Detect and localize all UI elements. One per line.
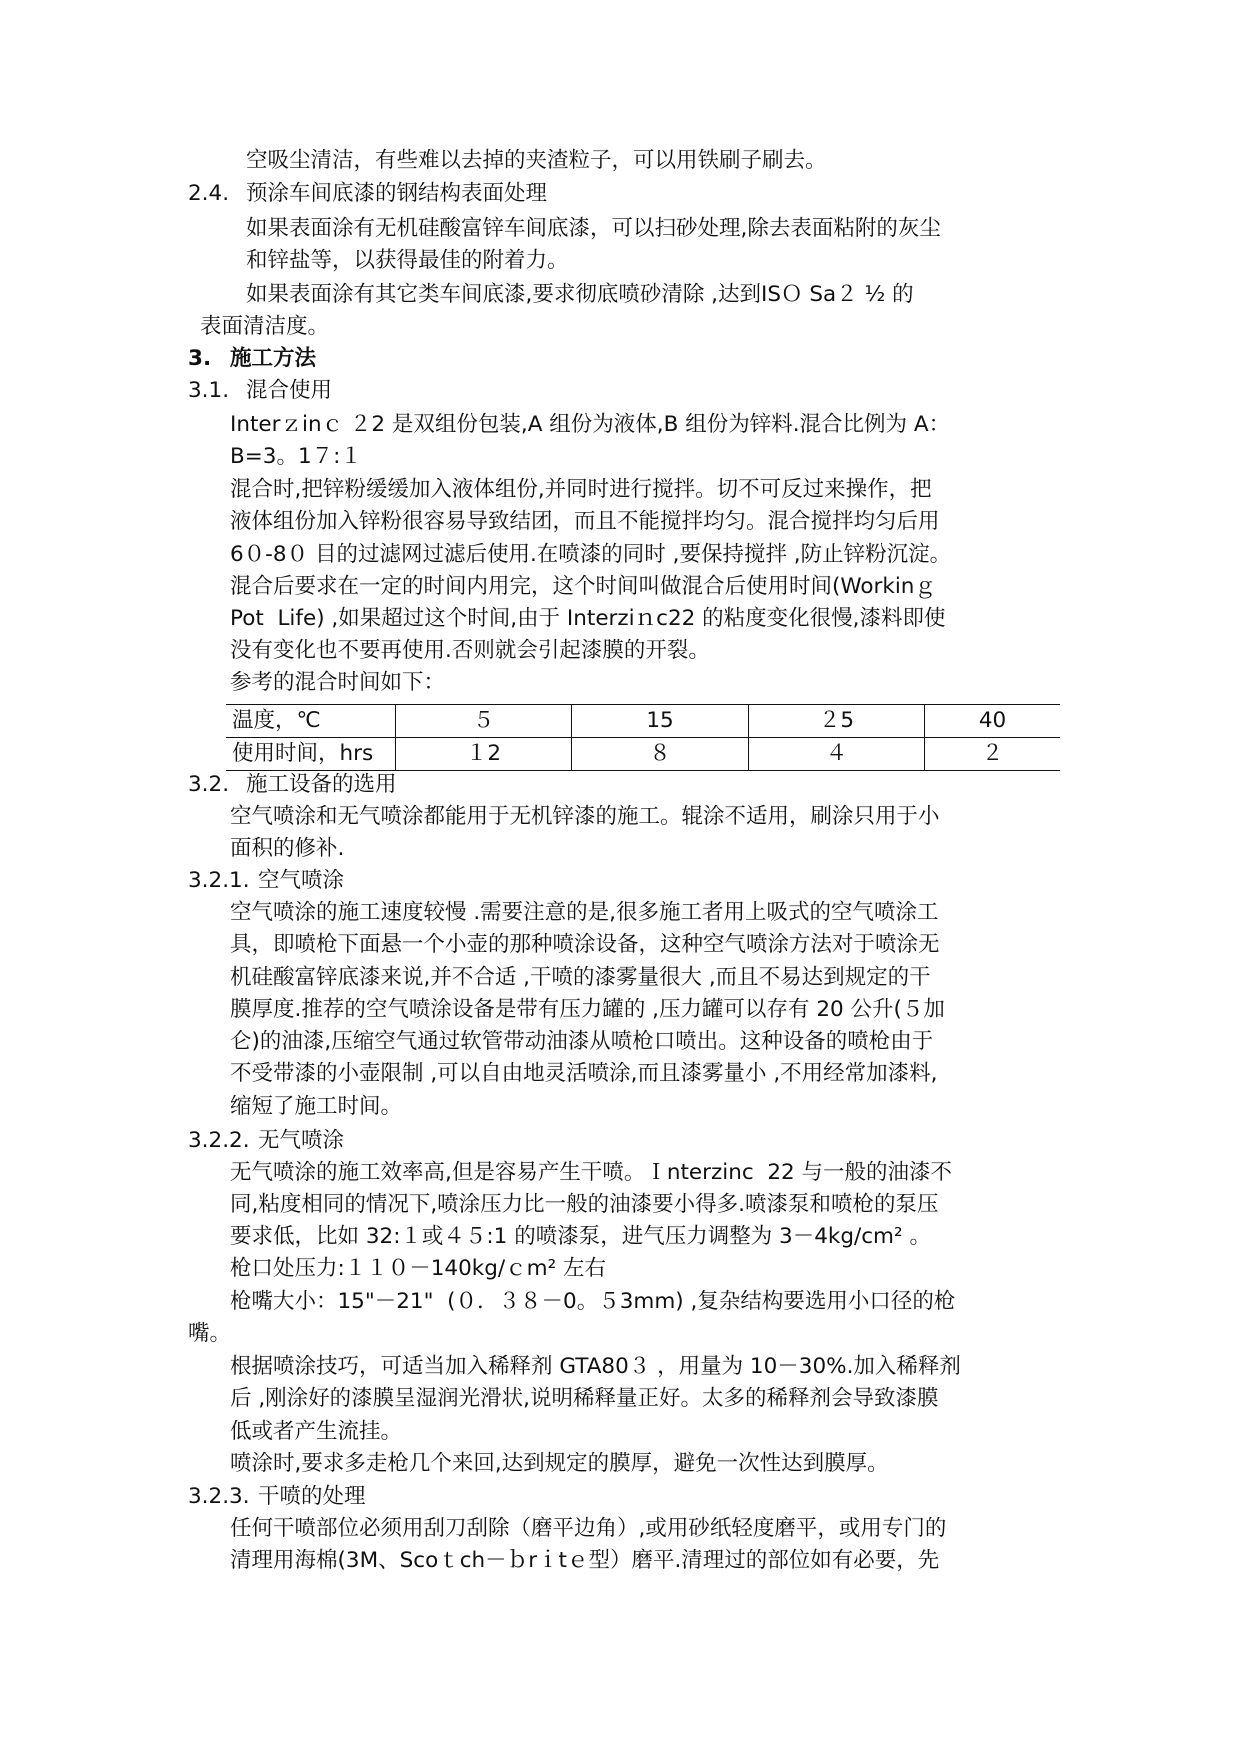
table-cell: ５ bbox=[396, 705, 572, 738]
body-line: 如果表面涂有其它类车间底漆,要求彻底喷砂清除 ,达到ISＯ Sa２ ½ 的 bbox=[246, 282, 914, 307]
section-title: 预涂车间底漆的钢结构表面处理 bbox=[246, 181, 548, 206]
body-line: 和锌盐等，以获得最佳的附着力。 bbox=[246, 248, 569, 273]
table-cell: 15 bbox=[572, 705, 749, 738]
body-line: 根据喷涂技巧，可适当加入稀释剂 GTA80３ ，用量为 10－30%.加入稀释剂 bbox=[230, 1354, 961, 1379]
body-line: 清理用海棉(3M、Scoｔch－ｂrｉtｅ型）磨平.清理过的部位如有必要，先 bbox=[230, 1548, 940, 1573]
section-title: 施工设备的选用 bbox=[246, 772, 397, 797]
section-title: 干喷的处理 bbox=[258, 1484, 366, 1509]
body-line: 无气喷涂的施工效率高,但是容易产生干喷。Ｉnterzinc 22 与一般的油漆不 bbox=[230, 1160, 953, 1185]
section-title: 无气喷涂 bbox=[258, 1128, 345, 1153]
section-number: 3.2.2. bbox=[188, 1128, 250, 1153]
body-line: 嘴。 bbox=[188, 1321, 232, 1346]
body-line: B=3。1７:１ bbox=[230, 444, 362, 469]
table-row-label: 使用时间，hrs bbox=[226, 738, 396, 771]
body-line: 枪口处压力:１１０－140kg/ｃm² 左右 bbox=[230, 1256, 607, 1281]
section-number: 3. bbox=[188, 346, 212, 371]
body-line: 如果表面涂有无机硅酸富锌车间底漆，可以扫砂处理,除去表面粘附的灰尘 bbox=[246, 216, 941, 241]
body-line: 要求低，比如 32:１或４５:1 的喷漆泵，进气压力调整为 3－4kg/cm² 。 bbox=[230, 1224, 931, 1249]
section-title: 施工方法 bbox=[230, 346, 317, 371]
body-line: 不受带漆的小壶限制 ,可以自由地灵活喷涂,而且漆雾量小 ,不用经常加漆料, bbox=[230, 1061, 938, 1086]
body-line: 膜厚度.推荐的空气喷涂设备是带有压力罐的 ,压力罐可以存有 20 公升(５加 bbox=[230, 997, 945, 1022]
body-line: 后 ,刚涂好的漆膜呈湿润光滑状,说明稀释量正好。太多的稀释剂会导致漆膜 bbox=[230, 1386, 939, 1411]
body-line: 同,粘度相同的情况下,喷涂压力比一般的油漆要小得多.喷漆泵和喷枪的泵压 bbox=[230, 1192, 939, 1217]
section-title: 空气喷涂 bbox=[258, 868, 345, 893]
body-line: 混合时,把锌粉缓缓加入液体组份,并同时进行搅拌。切不可反过来操作，把 bbox=[230, 477, 932, 502]
section-number: 2.4. bbox=[188, 181, 230, 206]
body-line: 面积的修补. bbox=[230, 836, 345, 861]
table-row-label: 温度，℃ bbox=[226, 705, 396, 738]
body-line: 机硅酸富锌底漆来说,并不合适 ,干喷的漆雾量很大 ,而且不易达到规定的干 bbox=[230, 965, 931, 990]
section-title: 混合使用 bbox=[246, 378, 333, 403]
section-number: 3.2.1. bbox=[188, 868, 250, 893]
body-line: 空吸尘清洁，有些难以去掉的夹渣粒子，可以用铁刷子刷去。 bbox=[246, 148, 827, 173]
body-line: 喷涂时,要求多走枪几个来回,达到规定的膜厚，避免一次性达到膜厚。 bbox=[230, 1451, 889, 1476]
table-cell: ２5 bbox=[749, 705, 925, 738]
body-line: 混合后要求在一定的时间内用完，这个时间叫做混合后使用时间(Workinｇ bbox=[230, 574, 936, 599]
table-cell: １2 bbox=[396, 738, 572, 771]
body-line: 具，即喷枪下面悬一个小壶的那种喷涂设备，这种空气喷涂方法对于喷涂无 bbox=[230, 932, 940, 957]
section-number: 3.2. bbox=[188, 772, 230, 797]
table-row bbox=[226, 738, 1060, 771]
section-number: 3.1. bbox=[188, 378, 230, 403]
body-line: 空气喷涂的施工速度较慢 .需要注意的是,很多施工者用上吸式的空气喷涂工 bbox=[230, 900, 939, 925]
body-line: 枪嘴大小：15"－21" (０．３８－0。５3mm) ,复杂结构要选用小口径的枪 bbox=[230, 1289, 956, 1314]
body-line: 任何干喷部位必须用刮刀刮除（磨平边角）,或用砂纸轻度磨平，或用专门的 bbox=[230, 1516, 947, 1541]
table-cell: 40 bbox=[925, 705, 1061, 738]
body-line: 空气喷涂和无气喷涂都能用于无机锌漆的施工。辊涂不适用，刷涂只用于小 bbox=[230, 804, 940, 829]
body-line: 缩短了施工时间。 bbox=[230, 1094, 403, 1119]
body-line: Pot Life) ,如果超过这个时间,由于 Interziｎc22 的粘度变化很慢,漆料即使 bbox=[230, 606, 946, 631]
body-line: 低或者产生流挂。 bbox=[230, 1419, 403, 1444]
mixing-time-table bbox=[226, 704, 1060, 771]
body-line: 液体组份加入锌粉很容易导致结团，而且不能搅拌均匀。混合搅拌均匀后用 bbox=[230, 509, 940, 534]
table-cell: ２ bbox=[925, 738, 1061, 771]
body-line: 没有变化也不要再使用.否则就会引起漆膜的开裂。 bbox=[230, 638, 710, 663]
body-line: 参考的混合时间如下： bbox=[230, 670, 446, 695]
body-line: 6０-8０ 目的过滤网过滤后使用.在喷漆的同时 ,要保持搅拌 ,防止锌粉沉淀。 bbox=[230, 542, 952, 567]
table-cell: ８ bbox=[572, 738, 749, 771]
table-cell: ４ bbox=[749, 738, 925, 771]
table-row bbox=[226, 705, 1060, 738]
body-line: 仑)的油漆,压缩空气通过软管带动油漆从喷枪口喷出。这种设备的喷枪由于 bbox=[230, 1029, 934, 1054]
body-line: 表面清洁度。 bbox=[200, 314, 330, 339]
body-line: Interｚinｃ ２2 是双组份包装,A 组份为液体,B 组份为锌料.混合比例为 A： bbox=[230, 412, 951, 437]
section-number: 3.2.3. bbox=[188, 1484, 250, 1509]
